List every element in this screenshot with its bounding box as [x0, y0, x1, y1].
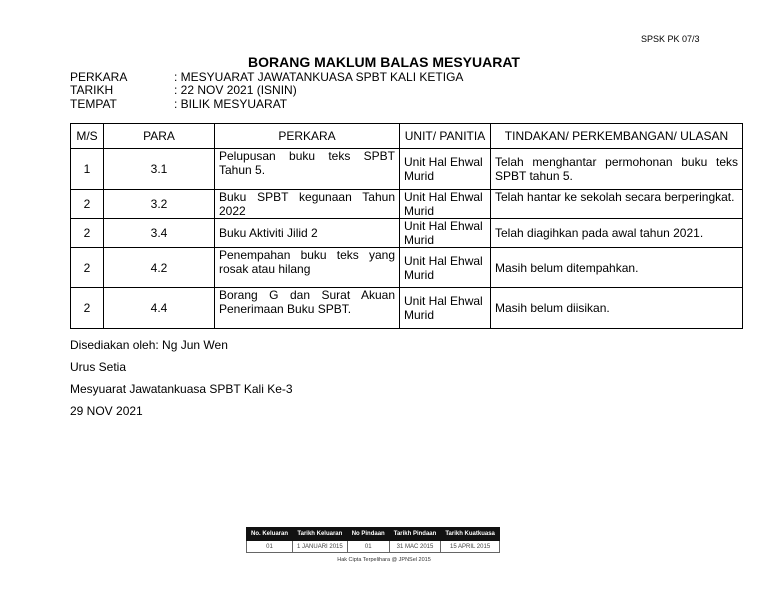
version-header: Tarikh Kuatkuasa: [441, 528, 500, 541]
perkara-value: : MESYUARAT JAWATANKUASA SPBT KALI KETIGA: [174, 70, 464, 84]
version-table: [246, 527, 500, 553]
perkara-label: PERKARA: [70, 70, 128, 84]
cell-tindakan: Telah hantar ke sekolah secara berperingkat.: [491, 190, 743, 219]
document-code: SPSK PK 07/3: [641, 34, 700, 44]
cell-ms: 2: [71, 190, 104, 219]
header-unit: UNIT/ PANITIA: [400, 124, 491, 149]
prepared-by: Disediakan oleh: Ng Jun Wen: [70, 338, 228, 352]
cell-tindakan: Masih belum ditempahkan.: [491, 248, 743, 288]
cell-perkara: Penempahan buku teks yang rosak atau hilang: [215, 248, 400, 288]
version-value-row: [247, 541, 500, 553]
cell-unit: Unit Hal Ehwal Murid: [400, 248, 491, 288]
header-para: PARA: [104, 124, 215, 149]
version-value: 31 MAC 2015: [389, 541, 441, 553]
header-perkara: PERKARA: [215, 124, 400, 149]
cell-perkara: Buku SPBT kegunaan Tahun 2022: [215, 190, 400, 219]
copyright-notice: Hak Cipta Terpelihara @ JPNSel 2015: [337, 557, 431, 563]
version-header: No Pindaan: [347, 528, 389, 541]
version-header: Tarikh Pindaan: [389, 528, 441, 541]
cell-ms: 1: [71, 149, 104, 190]
cell-para: 3.4: [104, 219, 215, 248]
version-header: Tarikh Keluaran: [293, 528, 348, 541]
table-row: [71, 219, 743, 248]
cell-perkara: Pelupusan buku teks SPBT Tahun 5.: [215, 149, 400, 190]
document-title: BORANG MAKLUM BALAS MESYUARAT: [248, 54, 520, 70]
tempat-value: : BILIK MESYUARAT: [174, 97, 288, 111]
prepared-by-role: Urus Setia: [70, 360, 127, 374]
header-ms: M/S: [71, 124, 104, 149]
cell-para: 3.1: [104, 149, 215, 190]
cell-ms: 2: [71, 288, 104, 329]
cell-unit: Unit Hal Ehwal Murid: [400, 288, 491, 329]
tarikh-value: : 22 NOV 2021 (ISNIN): [174, 83, 297, 97]
table-header-row: [71, 124, 743, 149]
cell-para: 4.2: [104, 248, 215, 288]
meeting-name: Mesyuarat Jawatankuasa SPBT Kali Ke-3: [70, 382, 293, 396]
cell-para: 3.2: [104, 190, 215, 219]
cell-tindakan: Telah diagihkan pada awal tahun 2021.: [491, 219, 743, 248]
cell-unit: Unit Hal Ehwal Murid: [400, 219, 491, 248]
version-header: No. Keluaran: [247, 528, 293, 541]
tarikh-label: TARIKH: [70, 83, 114, 97]
table-row: [71, 288, 743, 329]
cell-unit: Unit Hal Ehwal Murid: [400, 190, 491, 219]
cell-ms: 2: [71, 219, 104, 248]
cell-perkara: Borang G dan Surat Akuan Penerimaan Buku SPBT.: [215, 288, 400, 329]
table-row: [71, 149, 743, 190]
tempat-label: TEMPAT: [70, 97, 117, 111]
version-value: 1 JANUARI 2015: [293, 541, 348, 553]
cell-unit: Unit Hal Ehwal Murid: [400, 149, 491, 190]
cell-tindakan: Masih belum diisikan.: [491, 288, 743, 329]
version-header-row: [247, 528, 500, 541]
version-value: 01: [247, 541, 293, 553]
version-value: 15 APRIL 2015: [441, 541, 500, 553]
cell-para: 4.4: [104, 288, 215, 329]
cell-perkara: Buku Aktiviti Jilid 2: [215, 219, 400, 248]
prepared-date: 29 NOV 2021: [70, 404, 143, 418]
table-row: [71, 190, 743, 219]
table-row: [71, 248, 743, 288]
version-value: 01: [347, 541, 389, 553]
header-tindakan: TINDAKAN/ PERKEMBANGAN/ ULASAN: [491, 124, 743, 149]
cell-ms: 2: [71, 248, 104, 288]
feedback-table: [70, 123, 743, 329]
cell-tindakan: Telah menghantar permohonan buku teks SPBT tahun 5.: [491, 149, 743, 190]
